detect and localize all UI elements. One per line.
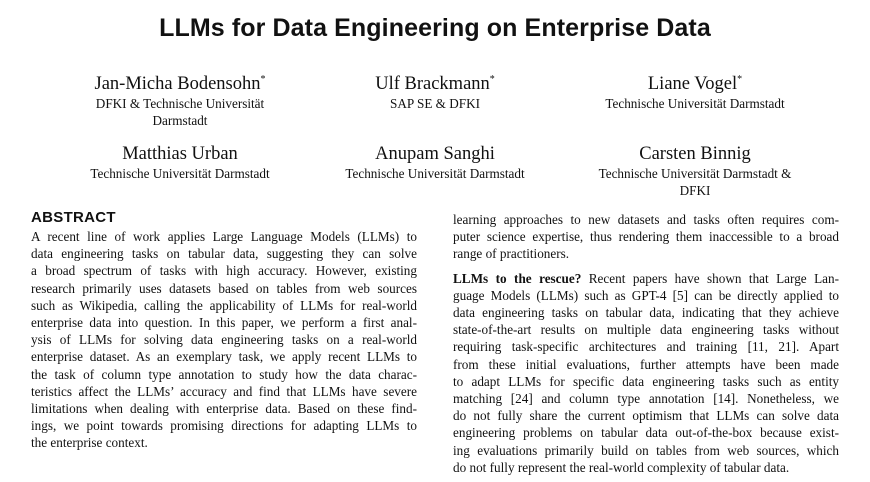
abstract-text	[31, 228, 417, 452]
text-line: puter science expertise, thus rendering them inaccessible to a broad	[453, 229, 839, 245]
text-line: a broad spectrum of tasks with high accuracy. However, existing	[31, 263, 417, 279]
text-line: the enterprise context.	[31, 435, 148, 451]
text-line: enterprise data into question. In this paper, we perform a first anal-	[31, 315, 417, 331]
author-affiliation: SAP SE & DFKI	[389, 96, 480, 111]
body-column-right	[453, 211, 839, 476]
text-line: guage Models (LLMs) such as GPT-4 [5] can be directly applied to	[453, 287, 839, 303]
text-line: state-of-the-art results on multiple data engineering tasks without	[453, 322, 839, 338]
author-block	[50, 73, 310, 129]
author-affiliation: Technische Universität Darmstadt &	[598, 166, 792, 181]
author-name: Ulf Brackmann*	[375, 73, 495, 94]
text-line: engineering problems on tabular data out-of-the-box because exist-	[453, 425, 839, 441]
text-line: ysis of LLMs for solving data engineering tasks on a real-world	[31, 332, 417, 348]
author-affiliation: Technische Universität Darmstadt	[605, 96, 785, 111]
text-line: to adapt LLMs for specific data engineering tasks such as entity	[453, 373, 839, 389]
text-line: range of practitioners.	[453, 246, 570, 262]
text-line: enterprise dataset. As an exemplary task, we apply recent LLMs to	[31, 349, 417, 365]
author-block	[305, 143, 565, 182]
author-block	[305, 73, 565, 112]
author-name: Anupam Sanghi	[375, 144, 495, 164]
paper-title: LLMs for Data Engineering on Enterprise Data	[159, 14, 711, 42]
author-affiliation: Technische Universität Darmstadt	[90, 166, 270, 181]
paragraph-lead: LLMs to the rescue?	[453, 270, 582, 286]
rescue-paragraph	[453, 270, 839, 476]
author-block	[560, 73, 830, 112]
text-line: data engineering tasks on tabular data, indicating that they achieve	[453, 305, 839, 321]
author-affiliation: Darmstadt	[152, 113, 208, 128]
text-line: do not fully represent the real-world complexity of tabular data.	[453, 459, 790, 475]
text-line: teristics affect the LLMs’ accuracy and find that LLMs have severe	[31, 383, 417, 399]
text-line: such as Wikipedia, calling the applicability of LLMs for real-world	[31, 297, 417, 313]
text-line: learning approaches to new datasets and tasks often requires com-	[453, 212, 839, 227]
text-line: do not fully share the current optimism that LLMs can solve data	[453, 408, 839, 424]
author-name: Carsten Binnig	[639, 144, 751, 164]
text-line: LLMs to the rescue? Recent papers have shown that Large Lan-	[453, 270, 839, 286]
author-affiliation: DFKI & Technische Universität	[95, 96, 265, 111]
text-line: matching [24] and column type annotation [14]. Nonetheless, we	[453, 391, 839, 407]
author-block	[560, 143, 830, 199]
text-line: limitations when dealing with enterprise data. Based on these find-	[31, 401, 417, 417]
intro-paragraph	[453, 211, 839, 263]
text-line: research primarily uses datasets based on tables from web sources	[31, 280, 417, 296]
text-line: the task of column type annotation to study how the data charac-	[31, 366, 417, 382]
author-affiliation: Technische Universität Darmstadt	[345, 166, 525, 181]
abstract-heading: ABSTRACT	[31, 209, 116, 226]
author-affiliation: DFKI	[679, 183, 711, 198]
author-name: Liane Vogel*	[647, 73, 743, 94]
text-line: requiring task-specific architectures and training [11, 21]. Apart	[453, 339, 839, 355]
text-line: ing evaluations primarily build on tables from web sources, which	[453, 442, 839, 458]
author-name: Jan-Micha Bodensohn*	[94, 73, 266, 94]
author-block	[40, 143, 320, 182]
text-line: data engineering tasks on tabular data, suggesting they can solve	[31, 246, 417, 262]
author-name: Matthias Urban	[122, 144, 238, 164]
text-line: A recent line of work applies Large Language Models (LLMs) to	[31, 229, 417, 244]
text-line: from these initial evaluations, further attempts have been made	[453, 356, 839, 372]
abstract-column	[31, 209, 417, 452]
text-line: ings, we point towards promising directions for adapting LLMs to	[31, 418, 417, 434]
